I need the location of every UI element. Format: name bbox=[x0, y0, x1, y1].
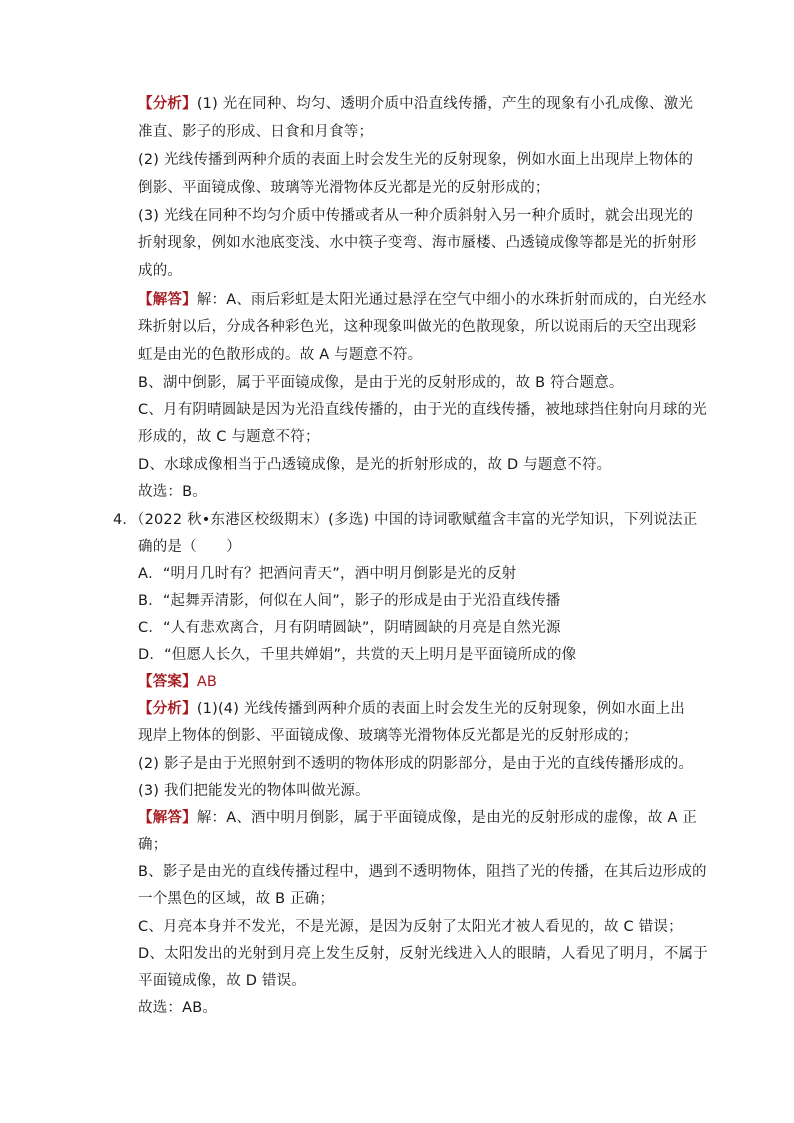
q3-solution-line-5: C、月有阴晴圆缺是因为光沿直线传播的，由于光的直线传播，被地球挡住射向月球的光 bbox=[138, 402, 707, 418]
solution-tag: 【解答】 bbox=[138, 810, 197, 826]
q4-analysis-line-4: (3) 我们把能发光的物体叫做光源。 bbox=[138, 783, 370, 799]
q3-solution-line-8: 故选：B。 bbox=[138, 484, 207, 500]
q4-solution-text-1: 解：A、酒中明月倒影，属于平面镜成像，是由光的反射形成的虚像，故 A 正 bbox=[196, 810, 698, 826]
q3-analysis-line-1 bbox=[138, 94, 693, 114]
q3-solution-line-1 bbox=[138, 290, 707, 310]
q4-analysis-text-1: (1)(4) 光线传播到两种介质的表面上时会发生光的反射现象，例如水面上出 bbox=[196, 701, 685, 717]
q4-answer-line bbox=[138, 672, 217, 692]
q3-analysis-line-6: 折射现象，例如水池底变浅、水中筷子变弯、海市蜃楼、凸透镜成像等都是光的折射形 bbox=[138, 235, 697, 251]
q3-solution-line-6: 形成的，故 C 与题意不符； bbox=[138, 429, 320, 445]
q3-solution-text-1: 解：A、雨后彩虹是太阳光通过悬浮在空气中细小的水珠折射而成的，白光经水 bbox=[196, 292, 707, 308]
q4-solution-line-7: 平面镜成像，故 D 错误。 bbox=[138, 973, 306, 989]
q3-analysis-line-4: 倒影、平面镜成像、玻璃等光滑物体反光都是光的反射形成的； bbox=[138, 180, 550, 196]
q4-analysis-line-1 bbox=[138, 699, 685, 719]
q3-analysis-line-7: 成的。 bbox=[138, 263, 183, 279]
q4-solution-line-5: C、月亮本身并不发光，不是光源，是因为反射了太阳光才被人看见的，故 C 错误； bbox=[138, 919, 683, 935]
analysis-tag: 【分析】 bbox=[138, 701, 197, 717]
q4-stem-line-1: 4．（2022 秋•东港区校级期末）(多选) 中国的诗词歌赋蕴含丰富的光学知识，下列说法正 bbox=[113, 512, 698, 528]
q4-analysis-line-3: (2) 影子是由于光照射到不透明的物体形成的阴影部分，是由于光的直线传播形成的。 bbox=[138, 756, 694, 772]
q4-solution-line-4: 一个黑色的区域，故 B 正确； bbox=[138, 891, 335, 907]
q4-option-b: B．“起舞弄清影，何似在人间”，影子的形成是由于光沿直线传播 bbox=[138, 593, 561, 609]
q4-option-d: D．“但愿人长久，千里共婵娟”，共赏的天上明月是平面镜所成的像 bbox=[138, 647, 577, 663]
q3-solution-line-7: D、水球成像相当于凸透镜成像，是光的折射形成的，故 D 与题意不符。 bbox=[138, 457, 612, 473]
q4-option-a: A．“明月几时有？把酒问青天”，酒中明月倒影是光的反射 bbox=[138, 566, 517, 582]
answer-tag: 【答案】 bbox=[138, 674, 197, 690]
solution-tag: 【解答】 bbox=[138, 292, 197, 308]
q4-solution-line-1 bbox=[138, 808, 697, 828]
q3-analysis-line-5: (3) 光线在同种不均匀介质中传播或者从一种介质斜射入另一种介质时，就会出现光的 bbox=[138, 208, 694, 224]
q4-stem-line-2: 确的是（ ） bbox=[138, 539, 241, 555]
q3-analysis-line-2: 准直、影子的形成、日食和月食等； bbox=[138, 124, 374, 140]
q3-solution-line-4: B、湖中倒影，属于平面镜成像，是由于光的反射形成的，故 B 符合题意。 bbox=[138, 375, 624, 391]
q3-analysis-text-1: (1) 光在同种、均匀、透明介质中沿直线传播，产生的现象有小孔成像、激光 bbox=[196, 96, 694, 112]
answer-value: AB bbox=[196, 674, 218, 690]
analysis-tag: 【分析】 bbox=[138, 96, 197, 112]
q4-solution-line-2: 确； bbox=[138, 837, 168, 853]
q3-analysis-line-3: (2) 光线传播到两种介质的表面上时会发生光的反射现象，例如水面上出现岸上物体的 bbox=[138, 152, 694, 168]
q4-solution-line-3: B、影子是由光的直线传播过程中，遇到不透明物体，阻挡了光的传播，在其后边形成的 bbox=[138, 864, 707, 880]
q4-analysis-line-2: 现岸上物体的倒影、平面镜成像、玻璃等光滑物体反光都是光的反射形成的； bbox=[138, 728, 638, 744]
q4-option-c: C．“人有悲欢离合，月有阴晴圆缺”，阴晴圆缺的月亮是自然光源 bbox=[138, 620, 561, 636]
q4-solution-line-8: 故选：AB。 bbox=[138, 1000, 218, 1016]
q3-solution-line-3: 虹是由光的色散形成的。故 A 与题意不符。 bbox=[138, 347, 423, 363]
q3-solution-line-2: 珠折射以后，分成各种彩色光，这种现象叫做光的色散现象，所以说雨后的天空出现彩 bbox=[138, 319, 697, 335]
q4-solution-line-6: D、太阳发出的光射到月亮上发生反射，反射光线进入人的眼睛，人看见了明月，不属于 bbox=[138, 946, 708, 962]
